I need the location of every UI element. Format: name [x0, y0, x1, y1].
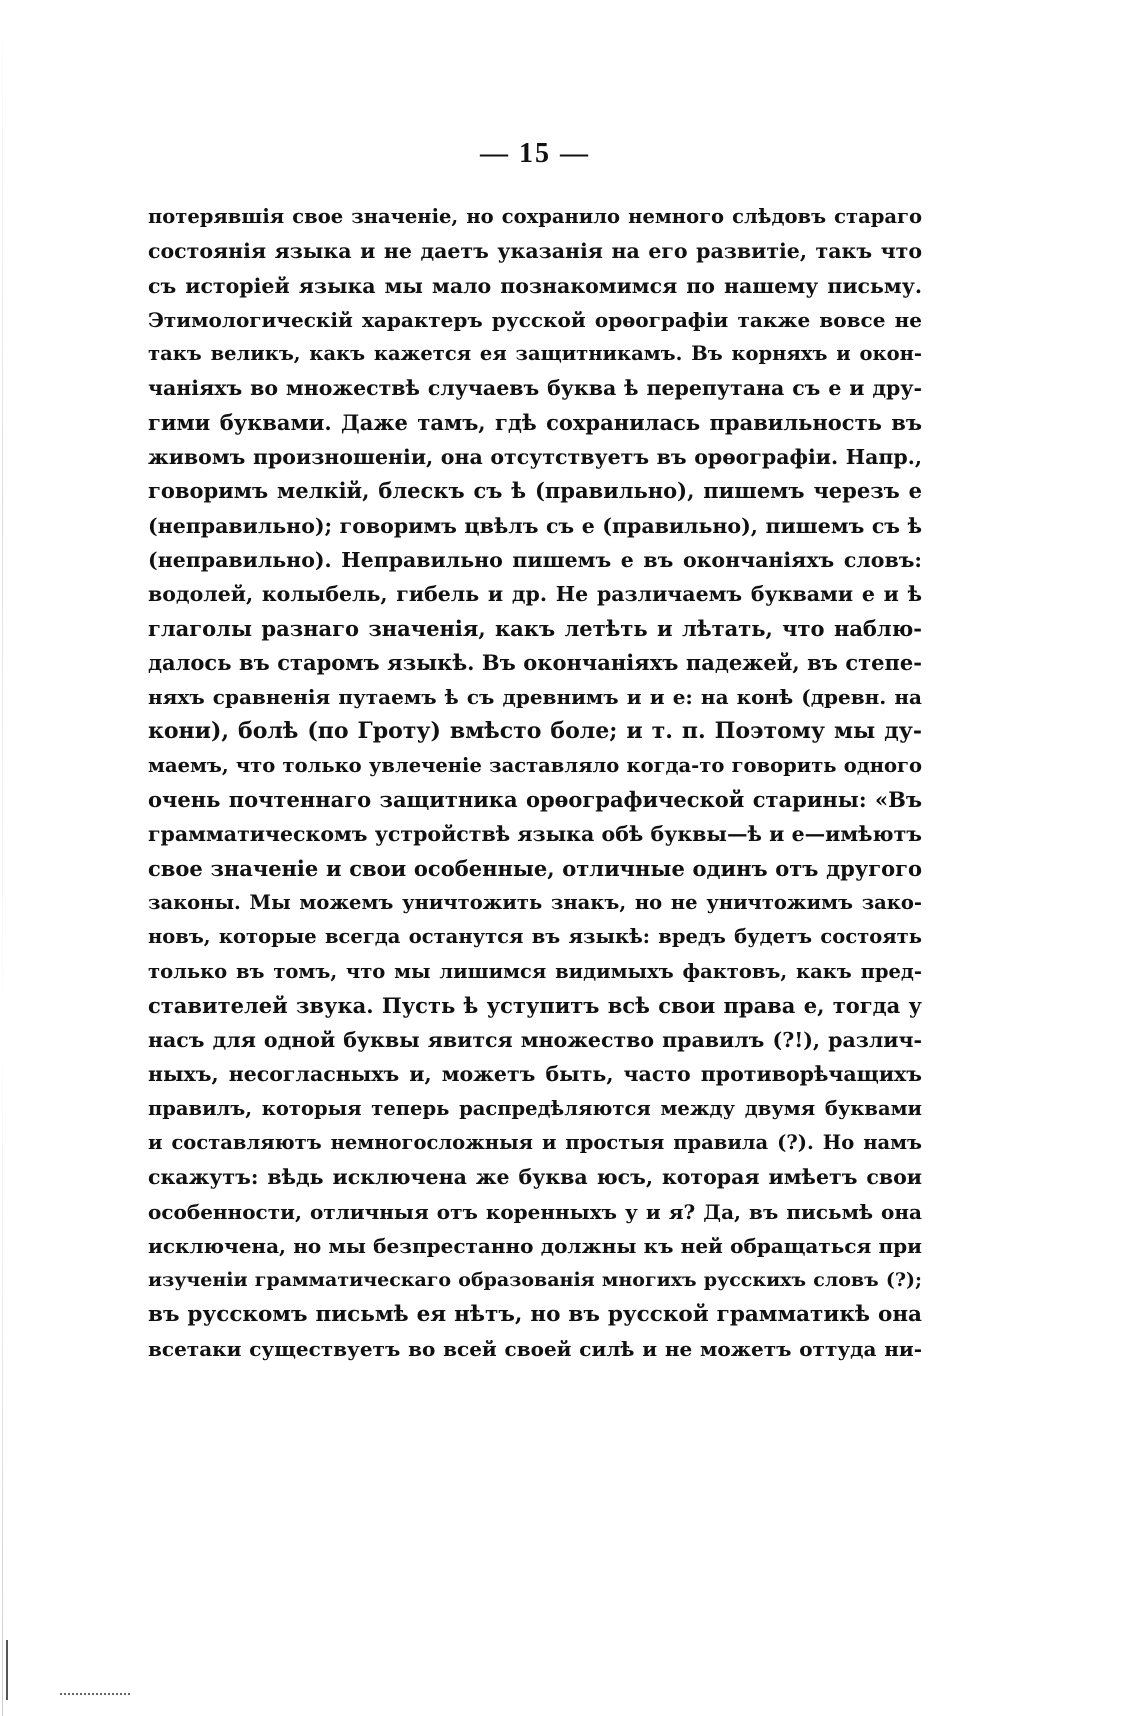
- text-line: состоянія языка и не даетъ указанія на его развитіе, такъ что: [148, 239, 922, 264]
- text-line: свое значеніе и свои особенные, отличные одинъ отъ другого: [148, 855, 922, 881]
- text-line: чаніяхъ во множествѣ случаевъ буква ѣ перепутана съ е и дру-: [148, 376, 922, 401]
- text-line: говоримъ мелкій, блескъ съ ѣ (правильно), пишемъ черезъ е: [148, 478, 922, 504]
- text-line: гими буквами. Даже тамъ, гдѣ сохранилась правильность въ: [148, 409, 922, 435]
- text-line: новъ, которые всегда останутся въ языкѣ: вредъ будетъ состоять: [148, 925, 922, 949]
- text-line: грамматическомъ устройствѣ языка обѣ буквы—ѣ и е—имѣютъ: [148, 822, 922, 847]
- page-number: — 15 —: [480, 138, 590, 169]
- text-line: такъ великъ, какъ кажется ея защитникамъ. Въ корняхъ и окон-: [148, 342, 922, 366]
- text-line: (неправильно); говоримъ цвѣлъ съ е (правильно), пишемъ съ ѣ: [148, 513, 922, 538]
- text-line: изученіи грамматическаго образованія многихъ русскихъ словъ (?);: [148, 1269, 922, 1292]
- text-line: исключена, но мы безпрестанно должны къ ней обращаться при: [148, 1233, 922, 1258]
- scan-artifact-dots: [60, 1693, 130, 1695]
- text-line: только въ томъ, что мы лишимся видимыхъ фактовъ, какъ пред-: [148, 959, 922, 983]
- text-line: глаголы разнаго значенія, какъ летѣть и лѣтать, что наблю-: [148, 615, 922, 641]
- scan-artifact-mark: [6, 1640, 14, 1700]
- text-line: живомъ произношеніи, она отсутствуетъ въ орѳографіи. Напр.,: [148, 445, 922, 470]
- text-line: потерявшія свое значеніе, но сохранило немного слѣдовъ стараго: [148, 205, 922, 228]
- text-line: ныхъ, несогласныхъ и, можетъ быть, часто противорѣчащихъ: [148, 1062, 922, 1087]
- text-line: няхъ сравненія путаемъ ѣ съ древнимъ и и е: на конѣ (древн. на: [148, 685, 922, 710]
- text-line: насъ для одной буквы явится множество правилъ (?!), различ-: [148, 1028, 922, 1053]
- text-line: особенности, отличныя отъ коренныхъ у и я? Да, въ письмѣ она: [148, 1199, 922, 1224]
- text-line: законы. Мы можемъ уничтожить знакъ, но не уничтожимъ зако-: [148, 890, 922, 914]
- text-line: и составляютъ немногосложныя и простыя правила (?). Но намъ: [148, 1131, 922, 1155]
- text-line: кони), болѣ (по Гроту) вмѣсто боле; и т. п. Поэтому мы ду-: [148, 718, 922, 745]
- text-line: правилъ, которыя теперь распредѣляются между двумя буквами: [148, 1096, 922, 1120]
- text-line: очень почтеннаго защитника орѳографической старины: «Въ: [148, 787, 922, 813]
- text-line: ставителей звука. Пусть ѣ уступитъ всѣ свои права е, тогда у: [148, 992, 922, 1018]
- text-line: всетаки существуетъ во всей своей силѣ и не можетъ оттуда ни-: [148, 1336, 922, 1361]
- text-line: въ русскомъ письмѣ ея нѣтъ, но въ русской грамматикѣ она: [148, 1301, 922, 1327]
- text-line: водолей, колыбель, гибель и др. Не различаемъ буквами е и ѣ: [148, 582, 922, 607]
- text-line: съ исторіей языка мы мало познакомимся по нашему письму.: [148, 273, 922, 298]
- body-text: [148, 200, 922, 1366]
- page-edge-shadow: [2, 0, 3, 1716]
- text-line: Этимологическій характеръ русской орѳографіи также вовсе не: [148, 307, 922, 332]
- text-line: маемъ, что только увлеченіе заставляло когда-то говорить одного: [148, 753, 922, 777]
- text-line: (неправильно). Неправильно пишемъ е въ окончаніяхъ словъ:: [148, 547, 922, 572]
- text-line: далось въ старомъ языкѣ. Въ окончаніяхъ падежей, въ степе-: [148, 649, 922, 675]
- text-line: скажутъ: вѣдь исключена же буква юсъ, которая имѣетъ свои: [148, 1165, 922, 1190]
